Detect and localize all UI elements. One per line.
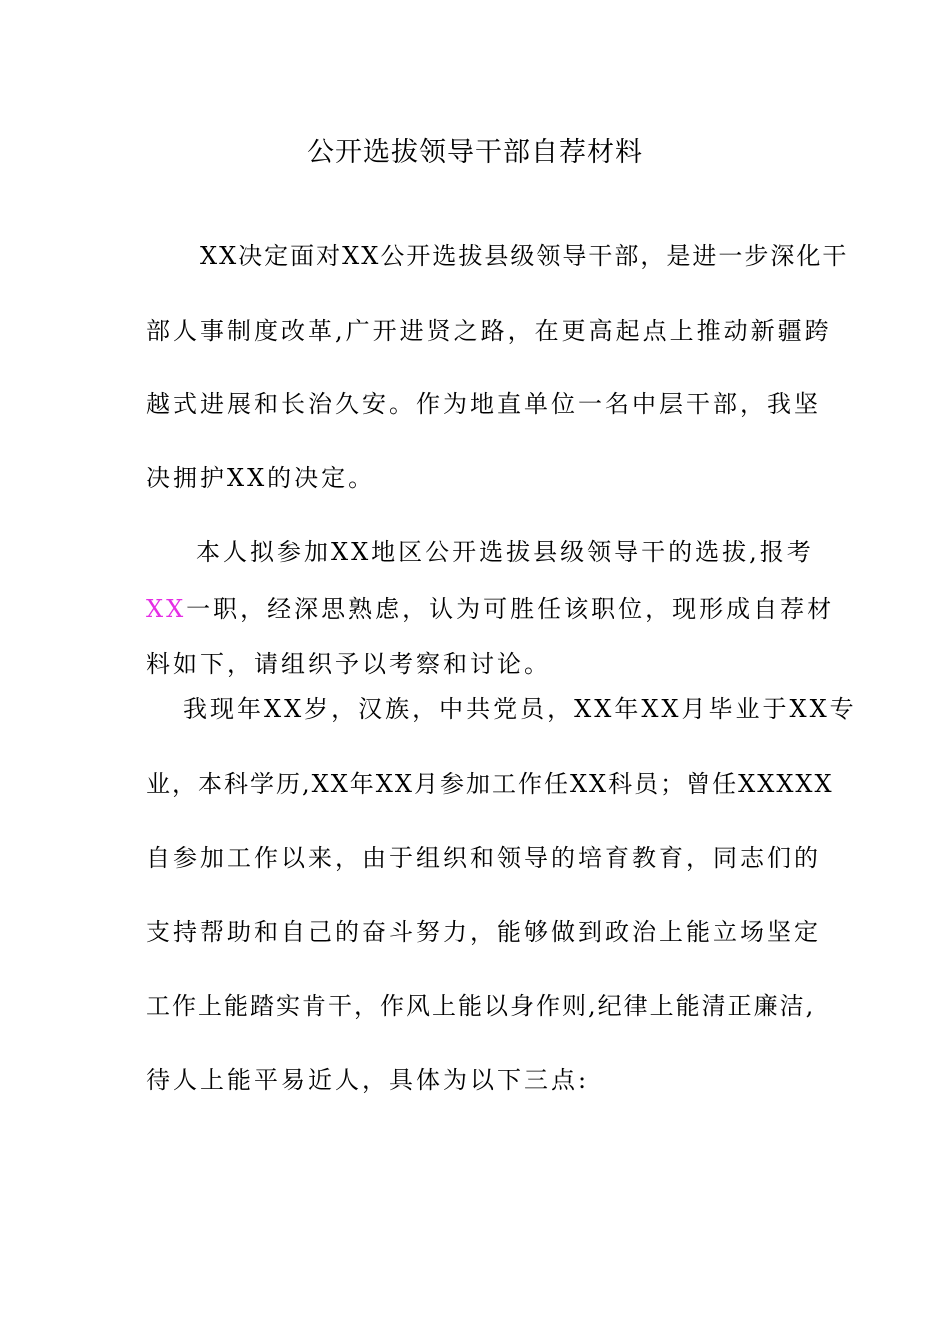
paragraph-3-line-3: 自参加工作以来，由于组织和领导的培育教育，同志们的 — [146, 844, 821, 872]
paragraph-1-line-1: XX决定面对XX公开选拔县级领导干部，是进一步深化干 — [200, 242, 849, 270]
paragraph-3-line-4: 支持帮助和自己的奋斗努力，能够做到政治上能立场坚定 — [146, 918, 821, 946]
paragraph-2-line-3: 料如下，请组织予以考察和讨论。 — [146, 650, 551, 678]
page-title: 公开选拔领导干部自荐材料 — [307, 137, 643, 168]
paragraph-3-line-6: 待人上能平易近人，具体为以下三点: — [146, 1066, 590, 1094]
paragraph-2-line-1: 本人拟参加XX地区公开选拔县级领导干的选拔,报考 — [196, 538, 814, 566]
paragraph-1-line-3: 越式进展和长治久安。作为地直单位一名中层干部，我坚 — [146, 390, 821, 418]
paragraph-3-line-5: 工作上能踏实肯干，作风上能以身作则,纪律上能清正廉洁, — [146, 992, 816, 1020]
paragraph-3-line-1: 我现年XX岁，汉族，中共党员，XX年XX月毕业于XX专 — [183, 695, 857, 723]
highlighted-placeholder: XX — [146, 595, 187, 623]
paragraph-3-line-2: 业，本科学历,XX年XX月参加工作任XX科员；曾任XXXXX — [146, 770, 834, 798]
paragraph-2-line-2-text: 一职，经深思熟虑，认为可胜任该职位，现形成自荐材 — [186, 595, 835, 623]
paragraph-2-line-2 — [146, 589, 834, 624]
paragraph-1-line-2: 部人事制度改革,广开进贤之路，在更高起点上推动新疆跨 — [146, 317, 832, 345]
paragraph-1-line-4: 决拥护XX的决定。 — [146, 464, 376, 492]
